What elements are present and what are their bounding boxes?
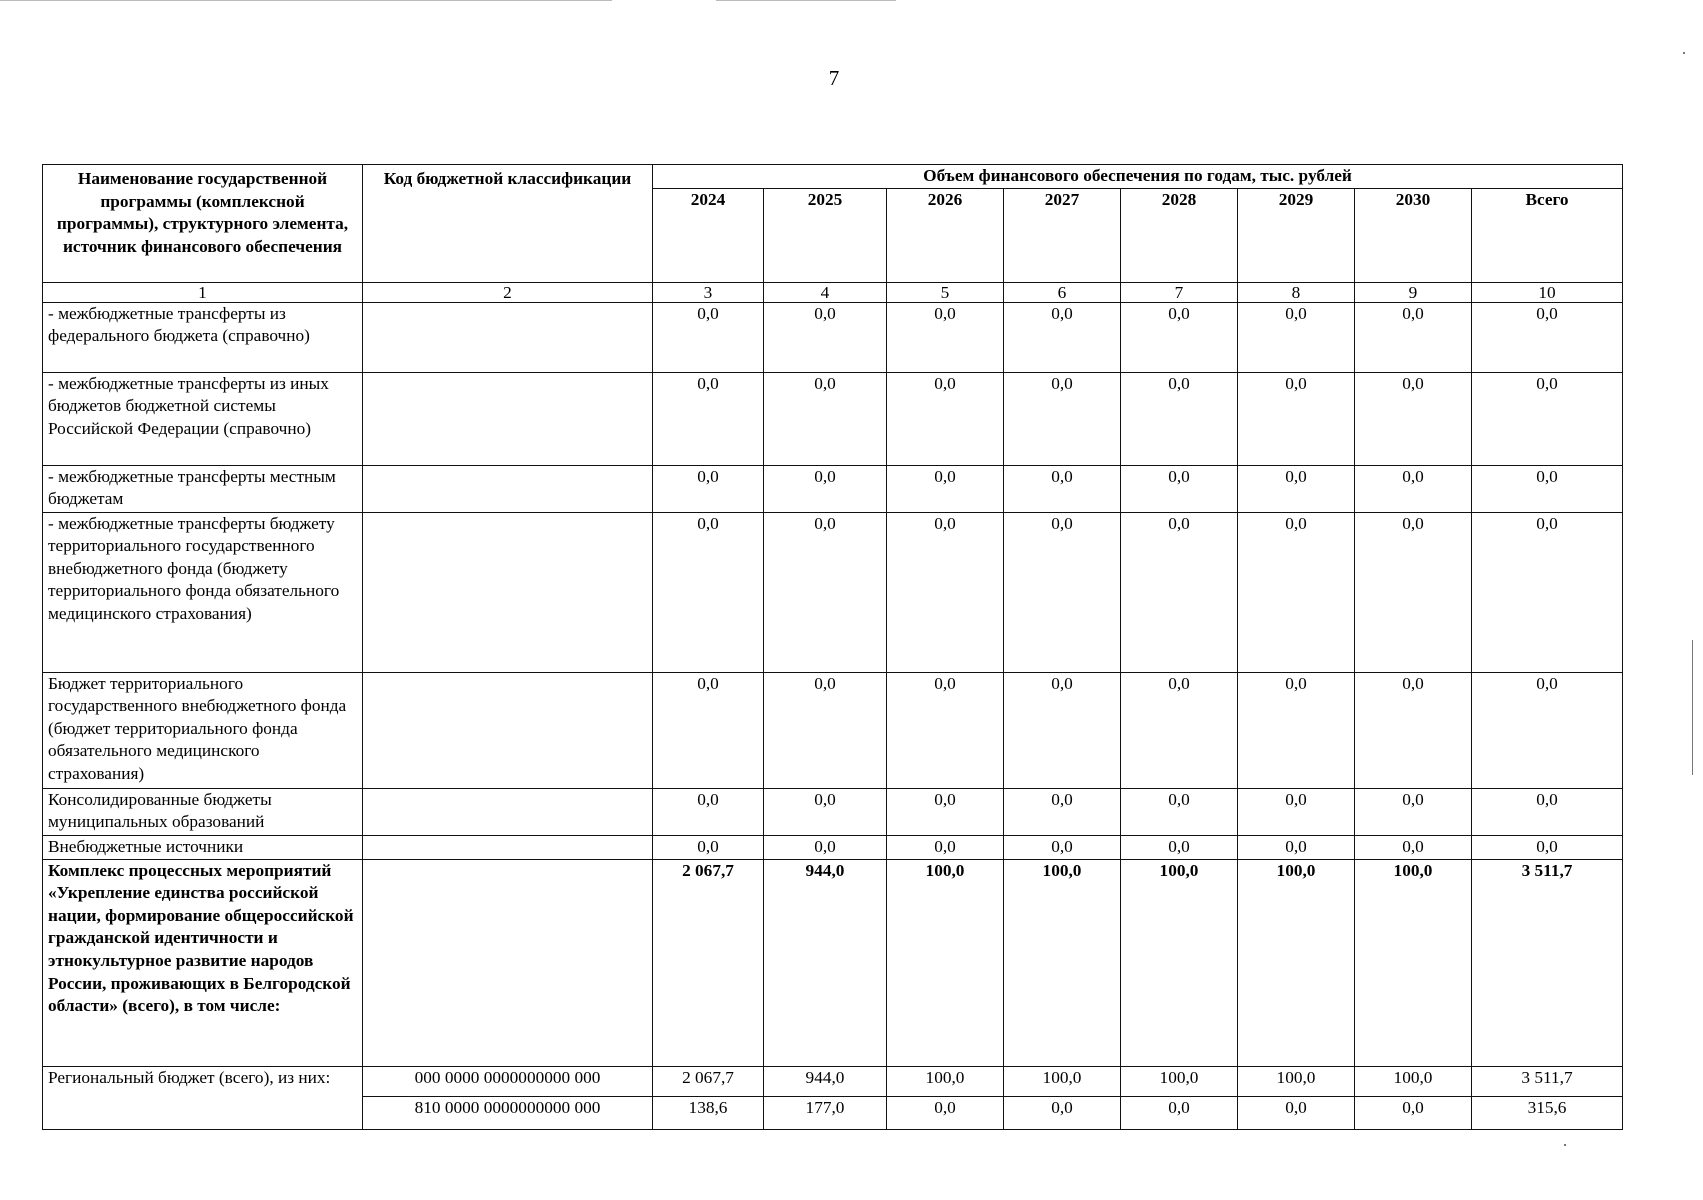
- row-code: [363, 672, 653, 788]
- row-value: 0,0: [1355, 672, 1472, 788]
- header-volume: Объем финансового обеспечения по годам, тыс. рублей: [653, 165, 1623, 189]
- header-year: 2027: [1004, 188, 1121, 282]
- row-value: 0,0: [764, 302, 887, 372]
- table-row: [43, 372, 1623, 465]
- row-value: 0,0: [653, 465, 764, 512]
- row-value: 0,0: [1004, 512, 1121, 672]
- scan-edge-line: [1692, 640, 1693, 775]
- row-value: 0,0: [887, 788, 1004, 835]
- row-value: 0,0: [1238, 372, 1355, 465]
- row-value: 0,0: [1004, 672, 1121, 788]
- row-value: 100,0: [1355, 1066, 1472, 1096]
- column-number: 4: [764, 282, 887, 302]
- column-number: 1: [43, 282, 363, 302]
- row-value: 100,0: [1355, 859, 1472, 1066]
- row-value: 0,0: [1355, 788, 1472, 835]
- header-year: 2026: [887, 188, 1004, 282]
- row-value: 0,0: [1238, 512, 1355, 672]
- row-value: 0,0: [1121, 465, 1238, 512]
- table-row: [43, 465, 1623, 512]
- header-year: 2024: [653, 188, 764, 282]
- table-row: [43, 512, 1623, 672]
- row-code: 000 0000 0000000000 000: [363, 1066, 653, 1096]
- row-value: 0,0: [1121, 835, 1238, 859]
- scan-dot: [1683, 52, 1685, 54]
- table-row: [43, 788, 1623, 835]
- row-total: 3 511,7: [1472, 1066, 1623, 1096]
- row-total: 0,0: [1472, 302, 1623, 372]
- row-code: [363, 835, 653, 859]
- row-name: - межбюджетные трансферты из иных бюджетов бюджетной системы Российской Федерации (справочно): [43, 372, 363, 465]
- row-value: 0,0: [1004, 1096, 1121, 1129]
- column-number: 3: [653, 282, 764, 302]
- row-total: 0,0: [1472, 835, 1623, 859]
- row-value: 0,0: [1004, 372, 1121, 465]
- row-value: 0,0: [764, 512, 887, 672]
- row-total: 0,0: [1472, 465, 1623, 512]
- column-number: 2: [363, 282, 653, 302]
- row-total: 0,0: [1472, 672, 1623, 788]
- row-code: [363, 372, 653, 465]
- column-number: 10: [1472, 282, 1623, 302]
- row-value: 0,0: [764, 788, 887, 835]
- row-value: 0,0: [653, 788, 764, 835]
- row-name: Внебюджетные источники: [43, 835, 363, 859]
- row-value: 0,0: [1004, 788, 1121, 835]
- scan-edge-line: [0, 0, 612, 1]
- row-value: 0,0: [887, 302, 1004, 372]
- row-total: 0,0: [1472, 788, 1623, 835]
- row-value: 0,0: [653, 512, 764, 672]
- header-name: Наименование государственной программы (комплексной программы), структурного элемента, источник финансового обеспечения: [43, 165, 363, 283]
- header-year: 2030: [1355, 188, 1472, 282]
- header-total: Всего: [1472, 188, 1623, 282]
- row-total: 3 511,7: [1472, 859, 1623, 1066]
- row-total: 0,0: [1472, 512, 1623, 672]
- row-value: 177,0: [764, 1096, 887, 1129]
- row-value: 0,0: [764, 672, 887, 788]
- row-value: 0,0: [1121, 1096, 1238, 1129]
- table-row-regional: [43, 1066, 1623, 1096]
- header-year: 2025: [764, 188, 887, 282]
- row-value: 0,0: [1004, 835, 1121, 859]
- column-number: 7: [1121, 282, 1238, 302]
- row-value: 100,0: [1004, 859, 1121, 1066]
- row-value: 0,0: [1238, 788, 1355, 835]
- column-number: 8: [1238, 282, 1355, 302]
- row-name: - межбюджетные трансферты из федерального бюджета (справочно): [43, 302, 363, 372]
- row-value: 2 067,7: [653, 1066, 764, 1096]
- column-number: 9: [1355, 282, 1472, 302]
- row-value: 0,0: [1004, 465, 1121, 512]
- row-value: 0,0: [1238, 672, 1355, 788]
- row-value: 0,0: [887, 512, 1004, 672]
- row-code: [363, 788, 653, 835]
- row-value: 0,0: [887, 835, 1004, 859]
- row-name: - межбюджетные трансферты местным бюджетам: [43, 465, 363, 512]
- row-value: 0,0: [1238, 465, 1355, 512]
- page-number: 7: [828, 66, 840, 90]
- row-value: 0,0: [887, 372, 1004, 465]
- row-value: 0,0: [1355, 512, 1472, 672]
- budget-table: [42, 164, 1623, 1130]
- header-row: [43, 165, 1623, 189]
- row-value: 100,0: [887, 859, 1004, 1066]
- row-value: 0,0: [653, 372, 764, 465]
- table-row: [43, 672, 1623, 788]
- row-code: [363, 465, 653, 512]
- row-code: 810 0000 0000000000 000: [363, 1096, 653, 1129]
- table-row: [43, 835, 1623, 859]
- row-value: 944,0: [764, 859, 887, 1066]
- row-name: Бюджет территориального государственного внебюджетного фонда (бюджет территориального фонда обязательного медицинского страхования): [43, 672, 363, 788]
- row-code: [363, 512, 653, 672]
- row-value: 100,0: [1121, 1066, 1238, 1096]
- row-value: 0,0: [653, 672, 764, 788]
- scan-edge-line: [716, 0, 896, 1]
- row-value: 0,0: [1121, 788, 1238, 835]
- row-value: 0,0: [653, 302, 764, 372]
- row-value: 0,0: [1238, 302, 1355, 372]
- row-name: Региональный бюджет (всего), из них:: [43, 1066, 363, 1129]
- row-value: 0,0: [653, 835, 764, 859]
- row-value: 100,0: [1121, 859, 1238, 1066]
- scan-dot: [1564, 1144, 1566, 1146]
- column-number: 5: [887, 282, 1004, 302]
- row-value: 2 067,7: [653, 859, 764, 1066]
- table-row: [43, 302, 1623, 372]
- row-value: 0,0: [1355, 372, 1472, 465]
- row-value: 0,0: [1355, 302, 1472, 372]
- row-value: 0,0: [1355, 465, 1472, 512]
- row-value: 0,0: [764, 465, 887, 512]
- header-code: Код бюджетной классификации: [363, 165, 653, 283]
- row-value: 100,0: [887, 1066, 1004, 1096]
- row-value: 0,0: [764, 372, 887, 465]
- row-value: 0,0: [764, 835, 887, 859]
- table-row-complex: [43, 859, 1623, 1066]
- header-year: 2028: [1121, 188, 1238, 282]
- row-value: 0,0: [1238, 835, 1355, 859]
- row-total: 0,0: [1472, 372, 1623, 465]
- row-value: 100,0: [1238, 1066, 1355, 1096]
- row-code: [363, 859, 653, 1066]
- row-value: 138,6: [653, 1096, 764, 1129]
- row-value: 0,0: [1355, 1096, 1472, 1129]
- row-value: 0,0: [1121, 672, 1238, 788]
- row-value: 0,0: [1121, 302, 1238, 372]
- row-name: - межбюджетные трансферты бюджету территориального государственного внебюджетного фонда (бюджету территориального фонда обязательного медицинского страхования): [43, 512, 363, 672]
- row-value: 0,0: [1121, 512, 1238, 672]
- row-value: 0,0: [887, 465, 1004, 512]
- column-numbers-row: [43, 282, 1623, 302]
- row-value: 0,0: [1238, 1096, 1355, 1129]
- row-name: Консолидированные бюджеты муниципальных образований: [43, 788, 363, 835]
- header-year: 2029: [1238, 188, 1355, 282]
- row-value: 0,0: [1004, 302, 1121, 372]
- row-value: 0,0: [1121, 372, 1238, 465]
- row-code: [363, 302, 653, 372]
- row-name: Комплекс процессных мероприятий «Укрепление единства российской нации, формирование общероссийской гражданской идентичности и этнокультурное развитие народов России, проживающих в Белгородской области» (всего), в том числе:: [43, 859, 363, 1066]
- row-value: 944,0: [764, 1066, 887, 1096]
- column-number: 6: [1004, 282, 1121, 302]
- row-value: 100,0: [1004, 1066, 1121, 1096]
- row-total: 315,6: [1472, 1096, 1623, 1129]
- row-value: 0,0: [887, 672, 1004, 788]
- row-value: 100,0: [1238, 859, 1355, 1066]
- row-value: 0,0: [887, 1096, 1004, 1129]
- row-value: 0,0: [1355, 835, 1472, 859]
